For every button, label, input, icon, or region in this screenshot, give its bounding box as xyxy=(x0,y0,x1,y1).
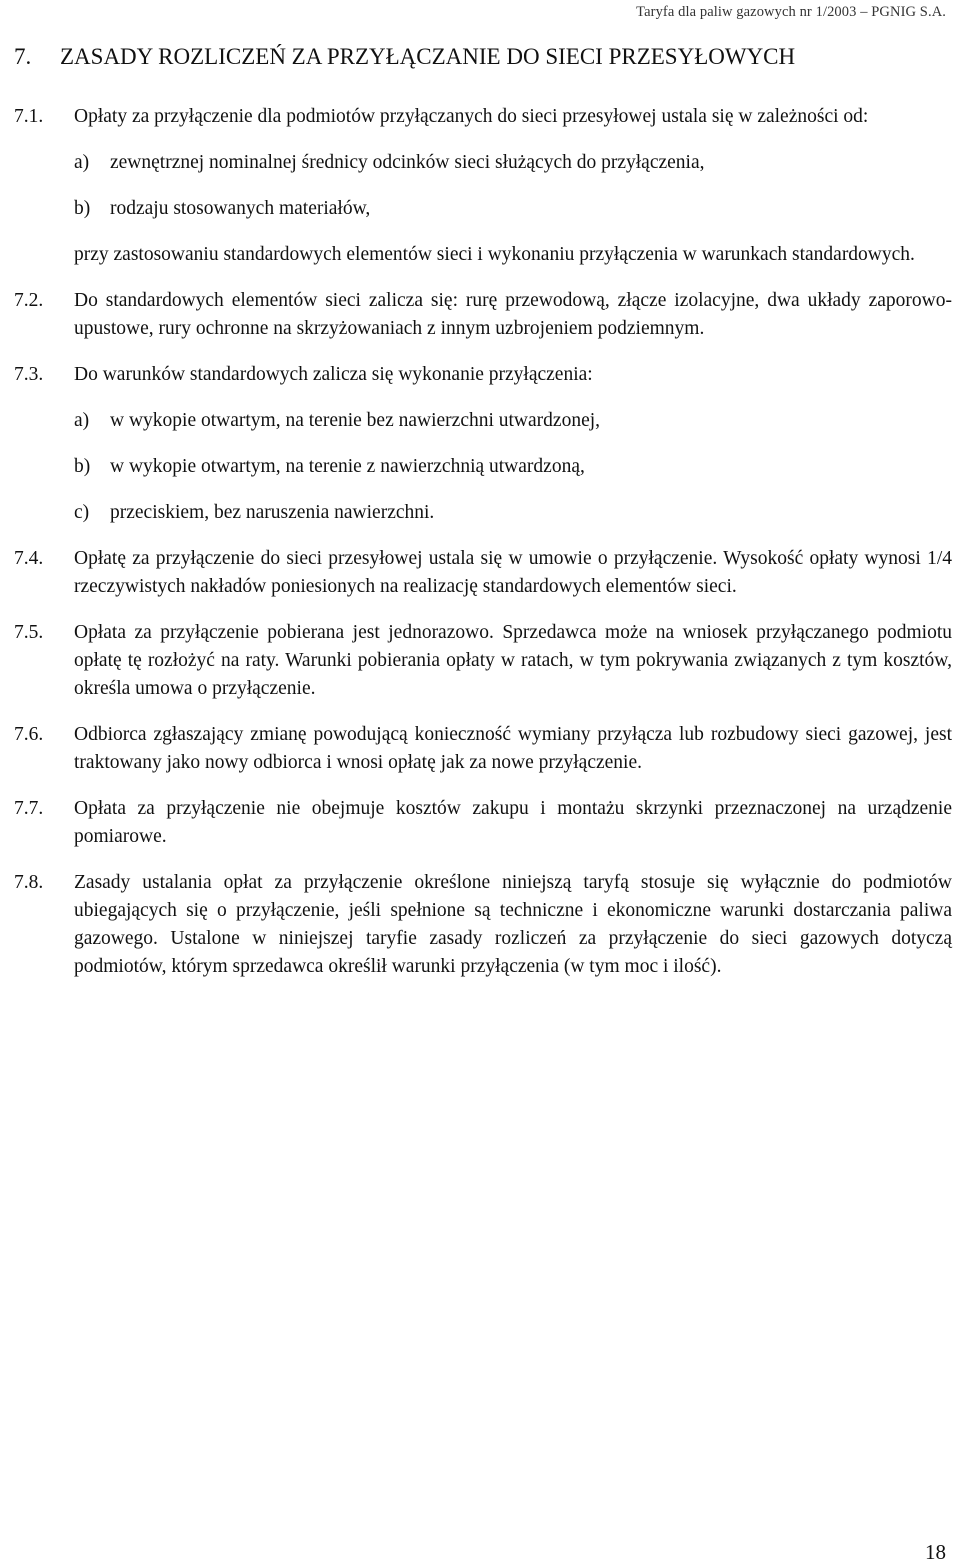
section-intro: Opłaty za przyłączenie dla podmiotów przyłączanych do sieci przesyłowej ustala się w zależności od: xyxy=(74,106,869,127)
list-item xyxy=(74,195,952,223)
section-body xyxy=(74,869,952,981)
section-7-6 xyxy=(14,721,952,777)
running-header: Taryfa dla paliw gazowych nr 1/2003 – PGNIG S.A. xyxy=(636,4,946,20)
list-item-text: przeciskiem, bez naruszenia nawierzchni. xyxy=(110,502,435,523)
section-number: 7.4. xyxy=(14,548,44,569)
section-body xyxy=(74,721,952,777)
list-item-label: c) xyxy=(74,502,90,523)
section-7-3 xyxy=(14,361,952,527)
section-body xyxy=(74,361,952,527)
section-body xyxy=(74,287,952,343)
list-item xyxy=(74,407,952,435)
section-number: 7.3. xyxy=(14,364,44,385)
sublist xyxy=(74,149,952,223)
chapter-number: 7. xyxy=(14,44,32,69)
section-number: 7.6. xyxy=(14,724,44,745)
list-item-label: a) xyxy=(74,152,90,173)
section-number: 7.5. xyxy=(14,622,44,643)
section-outro: przy zastosowaniu standardowych elementów sieci i wykonaniu przyłączenia w warunkach standardowych. xyxy=(74,244,915,265)
section-number: 7.1. xyxy=(14,106,44,127)
list-item-label: b) xyxy=(74,198,91,219)
section-text: Odbiorca zgłaszający zmianę powodującą konieczność wymiany przyłącza lub rozbudowy sieci gazowej, jest traktowany jako nowy odbiorca i wnosi opłatę jak za nowe przyłączenie. xyxy=(74,724,952,773)
list-item-label: b) xyxy=(74,456,91,477)
list-item-text: w wykopie otwartym, na terenie bez nawierzchni utwardzonej, xyxy=(110,410,601,431)
page-number: 18 xyxy=(925,1540,946,1564)
section-text: Opłata za przyłączenie pobierana jest jednorazowo. Sprzedawca może na wniosek przyłączanego podmiotu opłatę tę rozłożyć na raty. Warunki pobierania opłaty w ratach, w tym pokrywania związanych z tym kosztów, określa umowa o przyłączenie. xyxy=(74,622,952,699)
section-text: Zasady ustalania opłat za przyłączenie określone niniejszą taryfą stosuje się wyłącznie do podmiotów ubiegających się o przyłączenie, jeśli spełnione są techniczne i ekonomiczne warunki dostarczania paliwa gazowego. Ustalone w niniejszej taryfie zasady rozliczeń za przyłączenie do sieci gazowych dotyczą podmiotów, którym sprzedawca określił warunki przyłączenia (w tym moc i ilość). xyxy=(74,872,952,977)
section-text: Do standardowych elementów sieci zalicza się: rurę przewodową, złącze izolacyjne, dwa układy zaporowo-upustowe, rury ochronne na skrzyżowaniach z innym uzbrojeniem podziemnym. xyxy=(74,290,952,339)
list-item-text: zewnętrznej nominalnej średnicy odcinków sieci służących do przyłączenia, xyxy=(110,152,705,173)
chapter-title xyxy=(14,44,952,70)
chapter-title-text: ZASADY ROZLICZEŃ ZA PRZYŁĄCZANIE DO SIECI PRZESYŁOWYCH xyxy=(60,44,796,69)
list-item xyxy=(74,453,952,481)
section-text: Opłatę za przyłączenie do sieci przesyłowej ustala się w umowie o przyłączenie. Wysokość opłaty wynosi 1/4 rzeczywistych nakładów poniesionych na realizację standardowych elementów sieci. xyxy=(74,548,952,597)
sublist xyxy=(74,407,952,527)
list-item-text: w wykopie otwartym, na terenie z nawierzchnią utwardzoną, xyxy=(110,456,585,477)
section-7-1 xyxy=(14,103,952,269)
section-7-4 xyxy=(14,545,952,601)
section-body xyxy=(74,545,952,601)
list-item xyxy=(74,149,952,177)
section-7-2 xyxy=(14,287,952,343)
document-body xyxy=(14,103,952,999)
section-7-5 xyxy=(14,619,952,703)
section-7-8 xyxy=(14,869,952,981)
section-body xyxy=(74,103,952,269)
list-item-label: a) xyxy=(74,410,90,431)
section-body xyxy=(74,619,952,703)
section-7-7 xyxy=(14,795,952,851)
section-text: Opłata za przyłączenie nie obejmuje kosztów zakupu i montażu skrzynki przeznaczonej na urządzenie pomiarowe. xyxy=(74,798,952,847)
section-number: 7.8. xyxy=(14,872,44,893)
list-item-text: rodzaju stosowanych materiałów, xyxy=(110,198,371,219)
section-number: 7.2. xyxy=(14,290,44,311)
list-item xyxy=(74,499,952,527)
section-body xyxy=(74,795,952,851)
section-intro: Do warunków standardowych zalicza się wykonanie przyłączenia: xyxy=(74,364,593,385)
section-number: 7.7. xyxy=(14,798,44,819)
